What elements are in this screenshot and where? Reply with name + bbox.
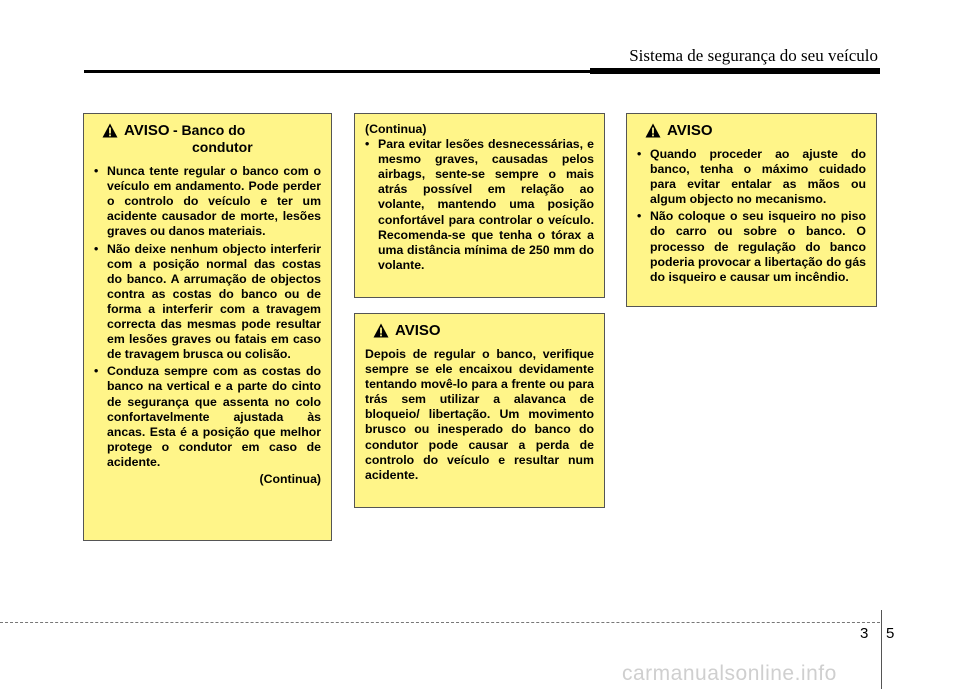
warning-triangle-icon xyxy=(373,323,389,338)
list-item: • Não coloque o seu isqueiro no piso do carro ou sobre o banco. O processo de regulação do banco poderia provocar a libertação do gás do isqueiro e causar um incêndio. xyxy=(637,209,866,284)
warning-list xyxy=(94,164,321,470)
warning-box-continued xyxy=(354,113,605,298)
footer-divider xyxy=(881,610,882,689)
warning-list xyxy=(365,137,594,273)
warning-title xyxy=(365,322,594,339)
warning-box-seat-lock xyxy=(354,313,605,508)
warning-triangle-icon xyxy=(102,123,118,138)
warning-text: Depois de regular o banco, verifique sempre se ele encaixou devidamente tentando movê-lo para a frente ou para trás sem utilizar a alavanca de bloqueio/ libertação. Um movimento brusco ou inesperado do banco do condutor pode causar a perda de controlo do veículo e resultar num acidente. xyxy=(365,347,594,482)
list-item: • Quando proceder ao ajuste do banco, tenha o máximo cuidado para evitar entalar as mãos ou algum objecto no mecanismo. xyxy=(637,147,866,207)
warning-label: AVISO xyxy=(395,322,441,339)
watermark: carmanualsonline.info xyxy=(622,662,837,685)
list-item: • Nunca tente regular o banco com o veículo em andamento. Pode perder o controlo do veículo e ter um acidente causador de morte, lesões graves ou danos materiais. xyxy=(94,164,321,239)
warning-box-driver-seat xyxy=(83,113,332,541)
warning-box-adjust xyxy=(626,113,877,307)
warning-triangle-icon xyxy=(645,123,661,138)
list-item: • Conduza sempre com as costas do banco na vertical e a parte do cinto de segurança que assenta no colo confortavelmente ajustada às ancas. Esta é a posição que melhor protege o condutor em caso de acidente. xyxy=(94,364,321,470)
header-title: Sistema de segurança do seu veículo xyxy=(629,46,878,65)
continua-label: (Continua) xyxy=(365,122,427,136)
list-item: • Não deixe nenhum objecto interferir com a posição normal das costas do banco. A arrumação de objectos contra as costas do banco ou de forma a interferir com a travagem correcta das mesmas pode resultar em lesões graves ou fatais em caso de travagem brusca ou colisão. xyxy=(94,242,321,363)
warning-label: AVISO xyxy=(124,122,170,139)
page-number: 5 xyxy=(886,625,895,642)
list-item: • Para evitar lesões desnecessárias, e mesmo graves, causadas pelos airbags, sente-se sempre o mais atrás possível em relação ao volante, mantendo uma posição confortável para controlar o veículo. Recomenda-se que tenha o tórax a uma distância mínima de 250 mm do volante. xyxy=(365,137,594,273)
warning-title xyxy=(94,122,321,156)
warning-subtitle-line1: - Banco do xyxy=(173,122,246,138)
warning-title xyxy=(637,122,866,139)
header-rule xyxy=(84,70,880,73)
page-section: 3 xyxy=(860,625,869,642)
warning-label: AVISO xyxy=(667,122,713,139)
continua-label: (Continua) xyxy=(259,471,321,486)
footer-rule xyxy=(0,622,880,623)
warning-subtitle-line2: condutor xyxy=(192,139,253,156)
warning-list xyxy=(637,147,866,285)
